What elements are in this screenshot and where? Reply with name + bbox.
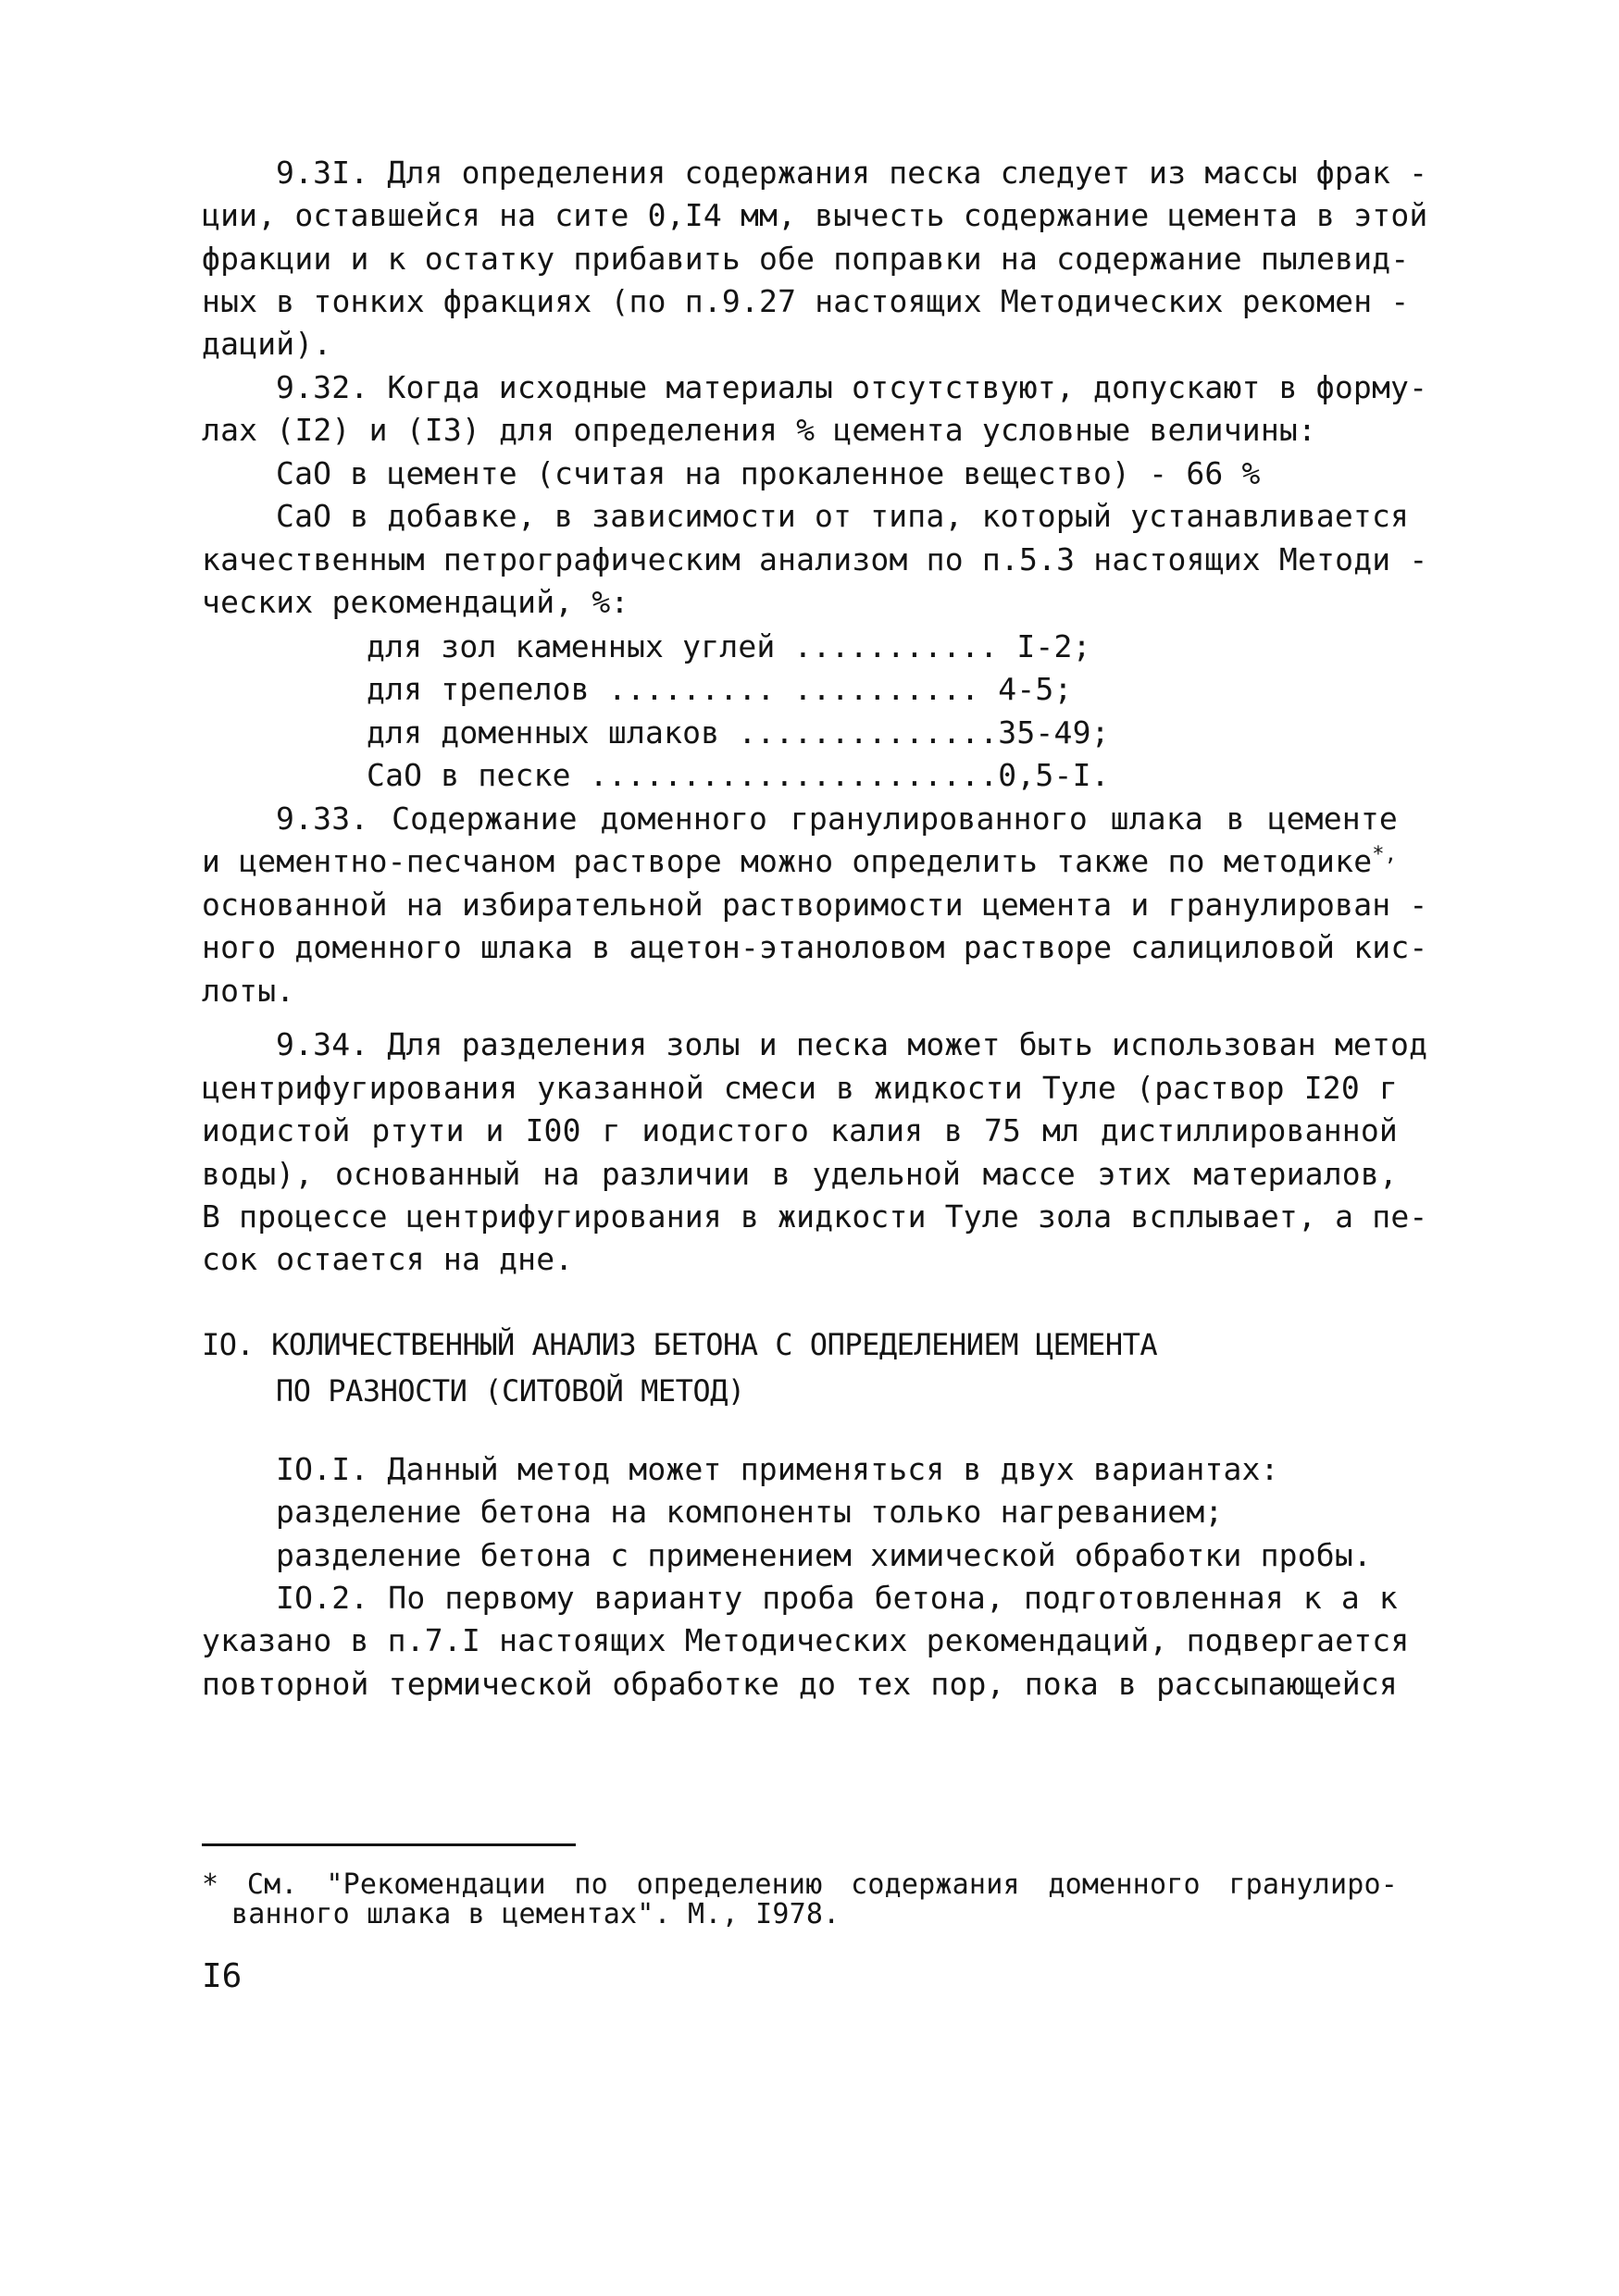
- list-item: для трепелов ......... .......... 4-5;: [367, 671, 1073, 707]
- cao-cement-line: CaO в цементе (считая на прокаленное вещество) - 66 %: [276, 455, 1261, 491]
- footnote-line: * См. "Рекомендации по определению содержания доменного гранулиро-: [202, 1868, 1398, 1901]
- page-number: I6: [202, 1957, 243, 1995]
- paragraph-9-34-line: воды), основанный на различии в удельной массе этих материалов,: [202, 1156, 1398, 1192]
- footnote-marker: *,: [1372, 843, 1398, 866]
- paragraph-9-33-line: основанной на избирательной растворимости цемента и гранулирован -: [202, 887, 1428, 923]
- variant-line: разделение бетона с применением химической обработки пробы.: [276, 1537, 1372, 1573]
- paragraph-10-1: IO.I. Данный метод может применяться в двух вариантах:: [276, 1451, 1279, 1487]
- paragraph-9-34-line: В процессе центрифугирования в жидкости Туле зола всплывает, а пе-: [202, 1198, 1428, 1235]
- paragraph-9-33-line: ного доменного шлака в ацетон-этаноловом растворе салициловой кис-: [202, 929, 1428, 965]
- list-item: для доменных шлаков ..............35-49;: [367, 714, 1110, 751]
- paragraph-9-32-line: 9.32. Когда исходные материалы отсутствуют, допускают в форму-: [276, 369, 1428, 405]
- paragraph-9-34-line: центрифугирования указанной смеси в жидкости Туле (раствор I20 г: [202, 1070, 1398, 1106]
- paragraph-9-31-line: даций).: [202, 326, 332, 362]
- paragraph-9-34-line: 9.34. Для разделения золы и песка может быть использован метод: [276, 1026, 1428, 1062]
- cao-additive-line: качественным петрографическим анализом по п.5.3 настоящих Методи -: [202, 541, 1428, 577]
- paragraph-9-33-line: лоты.: [202, 973, 295, 1009]
- paragraph-9-33-line: 9.33. Содержание доменного гранулированного шлака в цементе: [276, 800, 1398, 837]
- paragraph-9-34-line: иодистой ртути и I00 г иодистого калия в 75 мл дистиллированной: [202, 1112, 1398, 1148]
- paragraph-10-2-line: IO.2. По первому варианту проба бетона, подготовленная к а к: [276, 1580, 1398, 1616]
- paragraph-9-31-line: ции, оставшейся на сите 0,I4 мм, вычесть содержание цемента в этой: [202, 197, 1428, 233]
- cao-additive-line: ческих рекомендаций, %:: [202, 584, 629, 620]
- variant-line: разделение бетона на компоненты только нагреванием;: [276, 1494, 1224, 1530]
- paragraph-10-2-line: указано в п.7.I настоящих Методических рекомендаций, подвергается: [202, 1622, 1410, 1658]
- footnote-divider: [202, 1843, 576, 1846]
- paragraph-9-32-line: лах (I2) и (I3) для определения % цемента условные величины:: [202, 412, 1317, 448]
- section-10-heading: IO. КОЛИЧЕСТВЕННЫЙ АНАЛИЗ БЕТОНА С ОПРЕДЕЛЕНИЕМ ЦЕМЕНТА: [202, 1327, 1158, 1362]
- section-10-heading: ПО РАЗНОСТИ (СИТОВОЙ МЕТОД): [276, 1373, 745, 1409]
- paragraph-10-2-line: повторной термической обработке до тех пор, пока в рассыпающейся: [202, 1666, 1398, 1702]
- list-item: CaO в песке ......................0,5-I.: [367, 757, 1110, 793]
- paragraph-9-31-line: 9.3I. Для определения содержания песка следует из массы фрак -: [276, 155, 1428, 191]
- paragraph-9-34-line: сок остается на дне.: [202, 1241, 574, 1277]
- footnote-line: ванного шлака в цементах". М., I978.: [231, 1898, 841, 1930]
- cao-additive-line: CaO в добавке, в зависимости от типа, который устанавливается: [276, 498, 1410, 534]
- list-item: для зол каменных углей ........... I-2;: [367, 628, 1091, 664]
- paragraph-9-33-text: и цементно-песчаном растворе можно определить также по методике: [202, 843, 1373, 879]
- paragraph-9-33-line: [202, 840, 1398, 883]
- paragraph-9-31-line: фракции и к остатку прибавить обе поправки на содержание пылевид-: [202, 241, 1410, 277]
- paragraph-9-31-line: ных в тонких фракциях (по п.9.27 настоящих Методических рекомен -: [202, 283, 1410, 319]
